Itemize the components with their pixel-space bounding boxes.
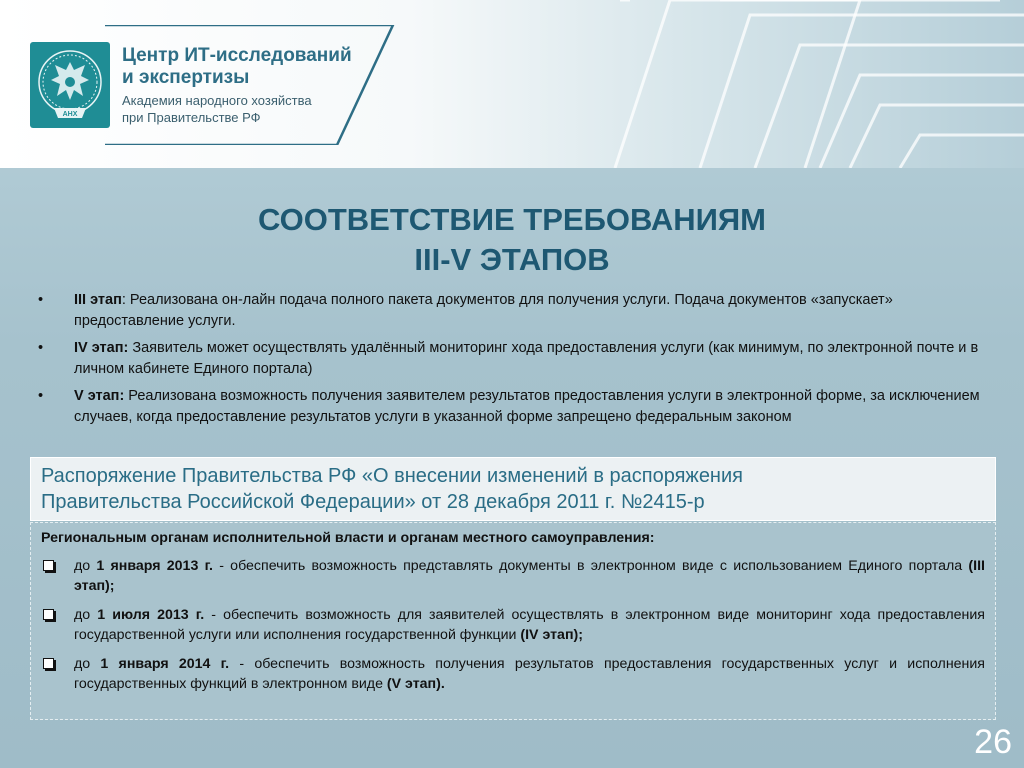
org-subtitle-line: при Правительстве РФ [122, 110, 261, 125]
deadline-prefix: до [74, 558, 97, 574]
deadline-list [41, 556, 985, 694]
slide-title [0, 200, 1024, 280]
bullet-marker: • [38, 388, 44, 404]
instructions-heading: Региональным органам исполнительной власти и органам местного самоуправления: [41, 530, 655, 546]
deadline-text: - обеспечить возможность представлять документы в электронном виде с использованием Единого портала [213, 558, 969, 574]
stage-bullet [38, 290, 988, 332]
deadline-date: 1 января 2013 г. [96, 558, 213, 574]
org-subtitle [122, 92, 382, 126]
stage-bullet [38, 338, 988, 380]
deadline-item [41, 556, 985, 596]
stage-text: : Реализована он-лайн подача полного пакета документов для получения услуги. Подача документов «запускает» предоставление услуги. [74, 292, 893, 329]
deadline-stage: (V этап). [386, 676, 445, 692]
stage-bullet [38, 386, 988, 428]
deadline-text: - обеспечить возможность получения результатов предоставления государственных услуг и исполнения государственных функций в электронном виде [74, 656, 985, 692]
bullet-marker: • [38, 340, 44, 356]
deadline-prefix: до [74, 656, 101, 672]
deadline-stage: (IV этап); [520, 627, 583, 643]
deadline-text: - обеспечить возможность для заявителей осуществлять в электронном виде мониторинг хода предоставления государственной услуги или исполнения государственной функции [74, 607, 985, 643]
double-headed-eagle-emblem-icon [30, 42, 110, 128]
slide-title-line: III-V ЭТАПОВ [414, 242, 610, 277]
deadline-date: 1 июля 2013 г. [97, 607, 205, 623]
instructions-box [30, 522, 996, 720]
org-subtitle-line: Академия народного хозяйства [122, 93, 312, 108]
decorative-lines [600, 0, 1024, 168]
stage-text: Заявитель может осуществлять удалённый мониторинг хода предоставления услуги (как минимум, по электронной почте и в личном кабинете Единого портала) [74, 340, 979, 377]
checkbox-bullet-icon [43, 560, 54, 571]
checkbox-bullet-icon [43, 609, 54, 620]
stages-list [38, 290, 988, 434]
deadline-prefix: до [74, 607, 98, 623]
academy-logo [30, 42, 110, 128]
page-number: 26 [974, 723, 1012, 761]
bullet-marker: • [38, 292, 44, 308]
stage-label: V этап: [74, 388, 125, 404]
org-name-line: и экспертизы [122, 67, 250, 88]
deadline-item [41, 605, 985, 645]
logo-badge-text: АНХ [62, 111, 78, 118]
stage-label: IV этап: [74, 340, 129, 356]
deadline-date: 1 января 2014 г. [100, 656, 230, 672]
org-name-line: Центр ИТ-исследований [122, 45, 352, 66]
slide-title-line: СООТВЕТСТВИЕ ТРЕБОВАНИЯМ [258, 202, 766, 237]
decree-box [30, 457, 996, 521]
deadline-item [41, 654, 985, 694]
deadline-stage: (III этап); [74, 558, 985, 594]
decree-line: Правительства Российской Федерации» от 28 декабря 2011 г. №2415-р [41, 491, 705, 513]
checkbox-bullet-icon [43, 658, 54, 669]
stage-label: III этап [74, 292, 122, 308]
stage-text: Реализована возможность получения заявителем результатов предоставления услуги в электронной форме, за исключением случаев, когда предоставление результатов услуги в указанной форме запрещено федеральным законом [74, 388, 980, 425]
org-name [122, 45, 382, 89]
decree-line: Распоряжение Правительства РФ «О внесении изменений в распоряжения [41, 465, 743, 487]
